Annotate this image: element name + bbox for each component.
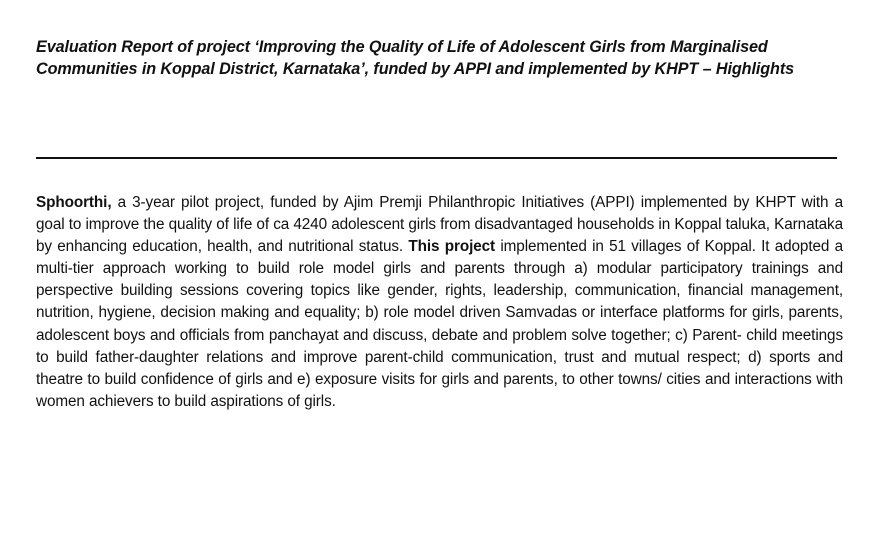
- paragraph-text-part-1: a 3-year pilot project, funded by Ajim Premji Philanthropic Initiatives (APPI) implemented by KHPT with a goal to improve the quality of life of ca 4240 adolescent girls from disadvantaged households in Koppal taluka, Karnataka by enhancing education, health, and nutritional status.: [36, 194, 843, 256]
- project-emphasis: This project: [408, 238, 496, 256]
- paragraph-text-part-2: implemented in 51 villages of Koppal. It adopted a multi-tier approach working to build role model girls and parents through a) modular participatory trainings and perspective building sessions covering topics like gender, rights, leadership, communication, financial management, nutrition, hygiene, decision making and equality; b) role model driven Samvadas or interface platforms for girls, parents, adolescent boys and officials from panchayat and discuss, debate and problem solve together; c) Parent- child meetings to build father-daughter relations and improve parent-child communication, trust and mutual respect; d) sports and theatre to build confidence of girls and e) exposure visits for girls and parents, to other towns/ cities and interactions with women achievers to build aspirations of girls.: [36, 238, 843, 410]
- highlights-paragraph: [36, 192, 843, 413]
- title-divider: [36, 157, 837, 159]
- project-name: Sphoorthi,: [36, 194, 112, 211]
- report-title: Evaluation Report of project ‘Improving the Quality of Life of Adolescent Girls from Marginalised Communities in Koppal District, Karnataka’, funded by APPI and implemented by KHPT – Highlights: [36, 38, 795, 78]
